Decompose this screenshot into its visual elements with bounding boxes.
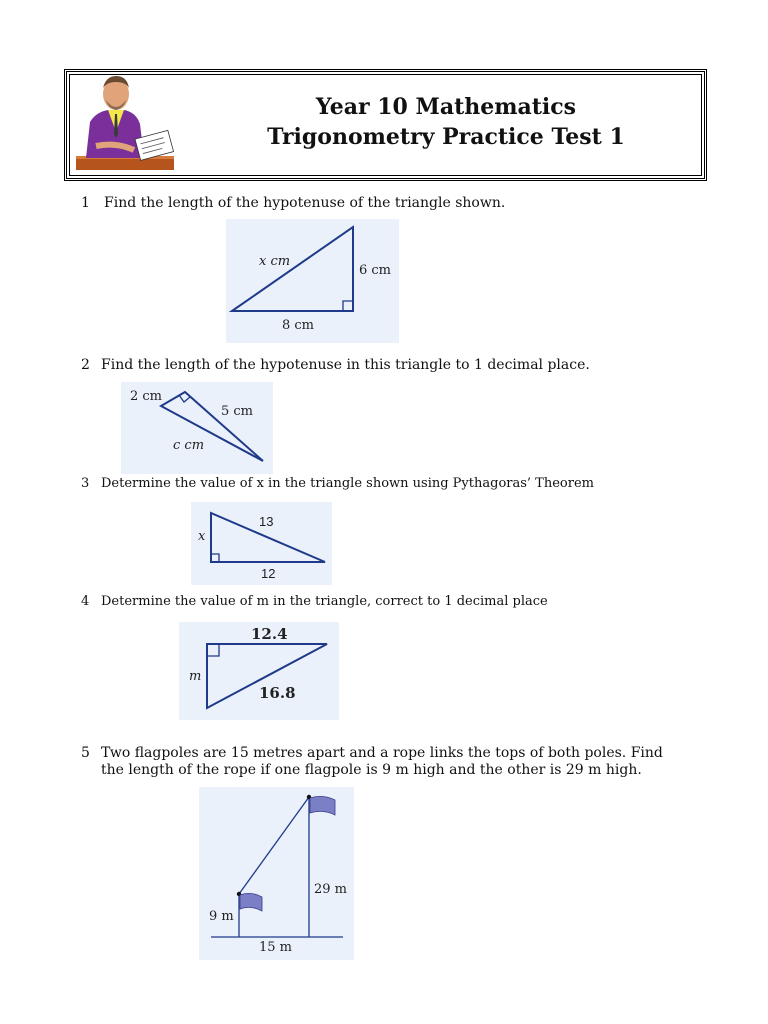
title-line-1: Year 10 Mathematics [315,94,577,120]
question-number: 1 [81,195,90,211]
figure-q4 [179,622,339,720]
teacher-clipart-icon [76,72,178,174]
label-short-side: 2 cm [130,389,163,404]
label-hypotenuse: x cm [259,254,291,269]
tall-flag-icon [310,796,335,815]
figure-q3 [191,502,332,585]
label-vertical: 6 cm [359,263,392,278]
short-flag-icon [240,893,262,911]
figure-q2 [121,382,273,474]
label-hypotenuse: 13 [259,514,274,529]
label-long-side: 5 cm [221,404,254,419]
label-gap: 15 m [259,940,293,955]
label-short-pole: 9 m [209,909,234,924]
label-vertical: m [189,669,202,684]
label-base: 12 [261,566,276,581]
question-text: Find the length of the hypotenuse of the triangle shown. [104,195,506,211]
label-tall-pole: 29 m [314,882,348,897]
label-hypotenuse: 16.8 [259,684,296,702]
title-line-2: Trigonometry Practice Test 1 [267,124,625,150]
label-hypotenuse: c cm [173,438,205,453]
question-number: 5 [81,745,90,761]
figure-q1 [226,219,399,343]
question-number: 2 [81,357,90,373]
question-text: Determine the value of m in the triangle, correct to 1 decimal place [101,594,548,609]
question-text: Determine the value of x in the triangle shown using Pythagoras’ Theorem [101,476,594,491]
question-text: Two flagpoles are 15 metres apart and a rope links the tops of both poles. Find the length of the rope if one flagpole is 9 m high and the other is 29 m high. [101,745,663,778]
label-top-side: 12.4 [251,625,288,643]
figure-q5 [199,787,354,960]
label-vertical: x [198,529,206,544]
label-base: 8 cm [282,318,315,333]
question-number: 3 [81,476,90,491]
question-text: Find the length of the hypotenuse in this triangle to 1 decimal place. [101,357,590,373]
question-number: 4 [81,594,90,609]
